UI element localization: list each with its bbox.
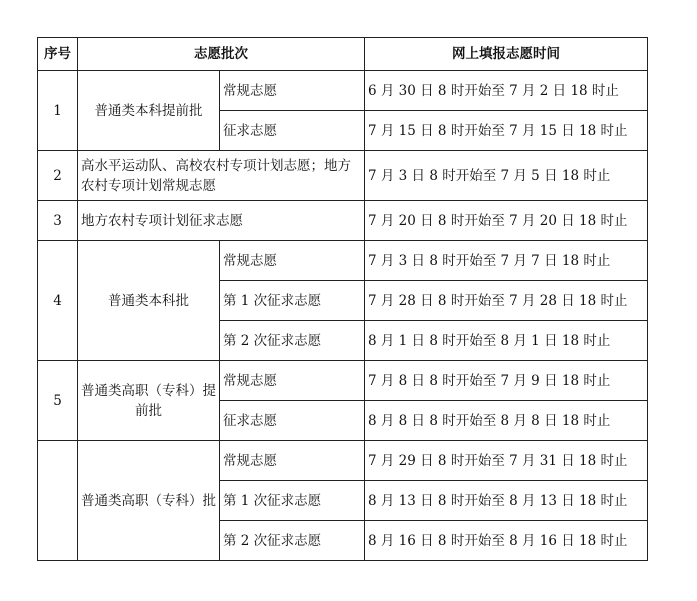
time-cell: 7 月 28 日 8 时开始至 7 月 28 日 18 时止 [365,281,648,321]
seq-cell: 2 [38,151,78,201]
header-time: 网上填报志愿时间 [365,38,648,71]
time-cell: 7 月 8 日 8 时开始至 7 月 9 日 18 时止 [365,361,648,401]
type-cell: 第 1 次征求志愿 [220,281,365,321]
table-row [38,71,648,111]
time-cell: 6 月 30 日 8 时开始至 7 月 2 日 18 时止 [365,71,648,111]
seq-cell: 5 [38,361,78,441]
time-cell: 7 月 3 日 8 时开始至 7 月 7 日 18 时止 [365,241,648,281]
time-cell: 7 月 3 日 8 时开始至 7 月 5 日 18 时止 [365,151,648,201]
time-cell: 8 月 16 日 8 时开始至 8 月 16 日 18 时止 [365,521,648,561]
batch-cell: 普通类高职（专科）提前批 [78,361,220,441]
batch-cell: 普通类本科批 [78,241,220,361]
batch-cell: 普通类高职（专科）批 [78,441,220,561]
type-cell: 常规志愿 [220,361,365,401]
seq-cell [38,441,78,561]
batch-cell: 普通类本科提前批 [78,71,220,151]
type-cell: 常规志愿 [220,71,365,111]
type-cell: 征求志愿 [220,111,365,151]
type-cell: 常规志愿 [220,441,365,481]
type-cell: 第 1 次征求志愿 [220,481,365,521]
table-row [38,151,648,201]
table-row [38,441,648,481]
type-cell: 第 2 次征求志愿 [220,321,365,361]
type-cell: 常规志愿 [220,241,365,281]
seq-cell: 3 [38,201,78,241]
time-cell: 7 月 15 日 8 时开始至 7 月 15 日 18 时止 [365,111,648,151]
table-row [38,361,648,401]
time-cell: 8 月 8 日 8 时开始至 8 月 8 日 18 时止 [365,401,648,441]
batch-cell: 高水平运动队、高校农村专项计划志愿；地方农村专项计划常规志愿 [78,151,365,201]
type-cell: 第 2 次征求志愿 [220,521,365,561]
time-cell: 7 月 29 日 8 时开始至 7 月 31 日 18 时止 [365,441,648,481]
header-row [38,38,648,71]
type-cell: 征求志愿 [220,401,365,441]
time-cell: 8 月 1 日 8 时开始至 8 月 1 日 18 时止 [365,321,648,361]
seq-cell: 1 [38,71,78,151]
header-seq: 序号 [38,38,78,71]
table-row [38,241,648,281]
header-batch: 志愿批次 [78,38,365,71]
schedule-table [37,37,648,561]
table-row [38,201,648,241]
time-cell: 7 月 20 日 8 时开始至 7 月 20 日 18 时止 [365,201,648,241]
time-cell: 8 月 13 日 8 时开始至 8 月 13 日 18 时止 [365,481,648,521]
seq-cell: 4 [38,241,78,361]
batch-cell: 地方农村专项计划征求志愿 [78,201,365,241]
